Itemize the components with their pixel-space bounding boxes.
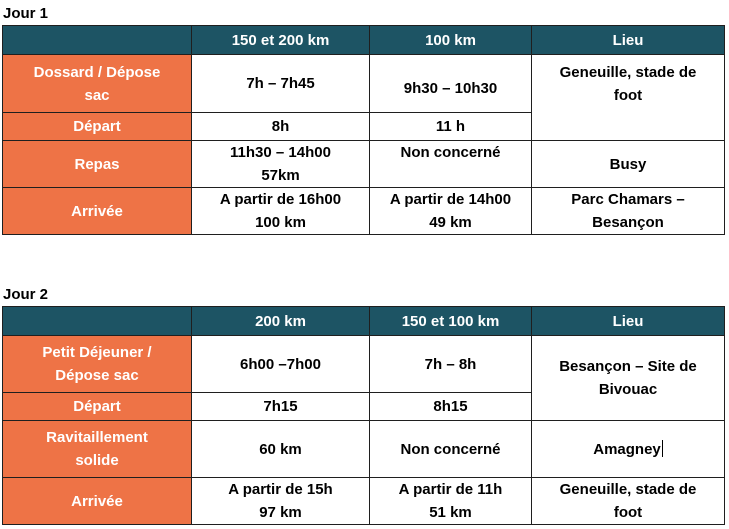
- cell-arrivee-lieu: Geneuille, stade de foot: [532, 478, 725, 525]
- header-empty-cell: [3, 307, 192, 336]
- day2-table: [2, 306, 725, 525]
- cell-depart-time-2: 11 h: [370, 113, 532, 141]
- cell-depart-time-1: 8h: [192, 113, 370, 141]
- cell-dejeuner-time-1: 6h00 –7h00: [192, 336, 370, 393]
- cell-dossard-time-1: 7h – 7h45: [192, 55, 370, 113]
- header-lieu: Lieu: [532, 307, 725, 336]
- table-row: [3, 55, 725, 113]
- table-row: [3, 336, 725, 393]
- cell-arrivee-1: A partir de 16h00 100 km: [192, 188, 370, 235]
- header-distance-1: 200 km: [192, 307, 370, 336]
- row-label-arrivee: Arrivée: [3, 188, 192, 235]
- table-row: [3, 188, 725, 235]
- row-label-depart: Départ: [3, 393, 192, 421]
- text-cursor: [662, 440, 663, 457]
- cell-repas-2: Non concerné: [370, 141, 532, 188]
- table-row: [3, 141, 725, 188]
- cell-depart-time-1: 7h15: [192, 393, 370, 421]
- cell-ravitaillement-lieu[interactable]: Amagney: [532, 421, 725, 478]
- cell-dossard-time-2: 9h30 – 10h30: [370, 55, 532, 113]
- cell-repas-1: 11h30 – 14h00 57km: [192, 141, 370, 188]
- header-distance-1: 150 et 200 km: [192, 26, 370, 55]
- table-row: [3, 478, 725, 525]
- row-label-ravitaillement: Ravitaillement solide: [3, 421, 192, 478]
- row-label-depart: Départ: [3, 113, 192, 141]
- row-label-repas: Repas: [3, 141, 192, 188]
- header-lieu: Lieu: [532, 26, 725, 55]
- row-label-arrivee: Arrivée: [3, 478, 192, 525]
- header-distance-2: 100 km: [370, 26, 532, 55]
- day2-title: Jour 2: [3, 286, 49, 303]
- cell-depart-time-2: 8h15: [370, 393, 532, 421]
- cell-dejeuner-time-2: 7h – 8h: [370, 336, 532, 393]
- cell-arrivee-2: A partir de 14h00 49 km: [370, 188, 532, 235]
- table-row: [3, 421, 725, 478]
- cell-arrivee-2: A partir de 11h 51 km: [370, 478, 532, 525]
- cell-arrivee-lieu: Parc Chamars – Besançon: [532, 188, 725, 235]
- header-distance-2: 150 et 100 km: [370, 307, 532, 336]
- day1-title: Jour 1: [3, 5, 49, 22]
- cell-ravitaillement-1: 60 km: [192, 421, 370, 478]
- cell-repas-lieu: Busy: [532, 141, 725, 188]
- header-empty-cell: [3, 26, 192, 55]
- row-label-dejeuner: Petit Déjeuner / Dépose sac: [3, 336, 192, 393]
- row-label-dossard: Dossard / Dépose sac: [3, 55, 192, 113]
- cell-arrivee-1: A partir de 15h 97 km: [192, 478, 370, 525]
- cell-lieu-geneuille: Geneuille, stade de foot: [532, 55, 725, 141]
- cell-lieu-besancon: Besançon – Site de Bivouac: [532, 336, 725, 421]
- cell-ravitaillement-2: Non concerné: [370, 421, 532, 478]
- day1-table: [2, 25, 725, 235]
